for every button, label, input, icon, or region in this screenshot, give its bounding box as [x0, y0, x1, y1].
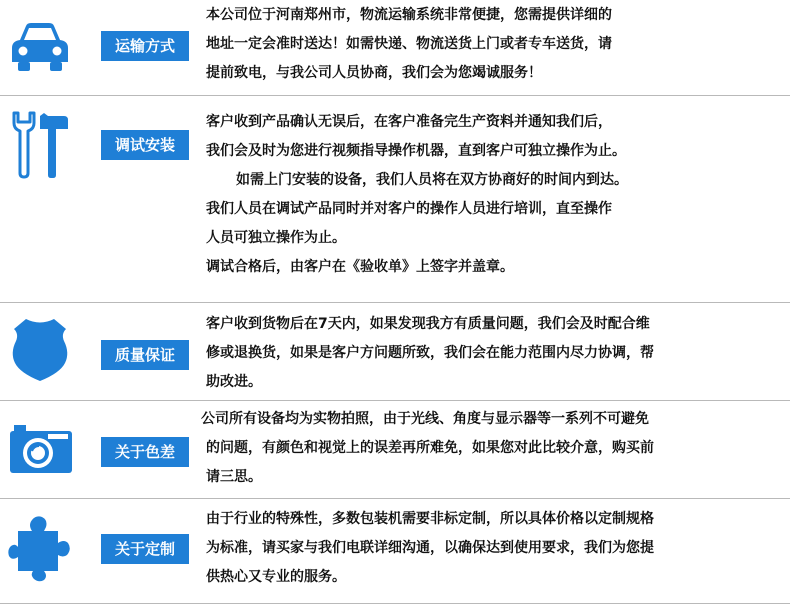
- text-line: 修或退换货，如果是客户方问题所致，我们会在能力范围内尽力协调，帮: [206, 345, 654, 361]
- tag-shipping: 运输方式: [101, 31, 189, 61]
- shipping-text: [206, 1, 786, 88]
- text-line: 调试合格后，由客户在《验收单》上签字并盖章。: [206, 259, 514, 275]
- text-line: 人员可独立操作为止。: [206, 230, 346, 246]
- section-customization: [0, 499, 790, 604]
- text-line: 如需上门安装的设备，我们人员将在双方协商好的时间内到达。: [236, 172, 628, 188]
- tag-color-difference: 关于色差: [101, 437, 189, 467]
- camera-icon: [8, 423, 76, 475]
- text-line: 我们会及时为您进行视频指导操作机器，直到客户可独立操作为止。: [206, 143, 626, 159]
- quality-text: [206, 310, 786, 397]
- text-line: 为标准，请买家与我们电联详细沟通，以确保达到使用要求，我们为您提: [206, 540, 654, 556]
- text-line: 的问题，有颜色和视觉上的误差再所难免，如果您对此比较介意，购买前: [206, 440, 654, 456]
- section-color-difference: [0, 401, 790, 499]
- tools-icon: [8, 109, 76, 181]
- tag-installation: 调试安装: [101, 130, 189, 160]
- tag-quality: 质量保证: [101, 340, 189, 370]
- text-line: 本公司位于河南郑州市，物流运输系统非常便捷，您需提供详细的: [206, 7, 612, 23]
- section-shipping: [0, 0, 790, 96]
- puzzle-icon: [8, 513, 76, 583]
- text-line: 公司所有设备均为实物拍照，由于光线、角度与显示器等一系列不可避免: [201, 411, 649, 427]
- text-line: 供热心又专业的服务。: [206, 569, 346, 585]
- section-installation: [0, 96, 790, 303]
- shield-icon: [8, 317, 76, 383]
- text-line: 我们人员在调试产品同时并对客户的操作人员进行培训，直至操作: [206, 201, 612, 217]
- car-icon: [8, 18, 76, 74]
- text-line: 客户收到货物后在7天内，如果发现我方有质量问题，我们会及时配合维: [206, 316, 650, 332]
- section-quality: [0, 303, 790, 401]
- color-difference-text: [201, 405, 781, 492]
- text-line: 助改进。: [206, 374, 262, 390]
- text-line: 提前致电，与我公司人员协商，我们会为您竭诚服务！: [206, 65, 542, 81]
- text-line: 地址一定会准时送达！如需快递、物流送货上门或者专车送货，请: [206, 36, 612, 52]
- tag-customization: 关于定制: [101, 534, 189, 564]
- text-line: 由于行业的特殊性，多数包装机需要非标定制，所以具体价格以定制规格: [206, 511, 654, 527]
- text-line: 请三思。: [206, 469, 262, 485]
- customization-text: [206, 505, 786, 592]
- installation-text: [206, 108, 786, 282]
- text-line: 客户收到产品确认无误后，在客户准备完生产资料并通知我们后，: [206, 114, 612, 130]
